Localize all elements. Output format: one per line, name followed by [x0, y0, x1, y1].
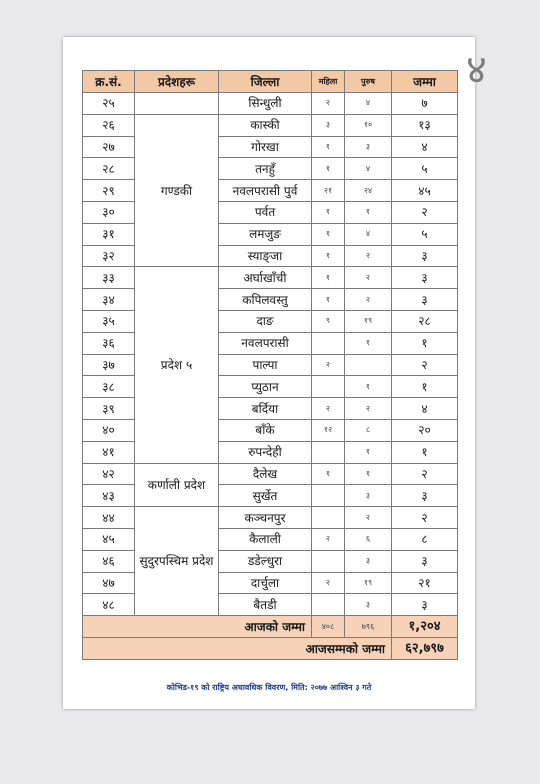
row-district: नवलपरासी पुर्व — [219, 180, 312, 202]
row-female: १ — [312, 289, 345, 311]
row-total: ४ — [392, 398, 458, 420]
row-sn: ४६ — [83, 550, 135, 572]
row-male — [345, 354, 392, 376]
row-female — [312, 507, 345, 529]
row-female — [312, 376, 345, 398]
row-male: १ — [345, 332, 392, 354]
row-district: कास्की — [219, 114, 312, 136]
row-sn: ३७ — [83, 354, 135, 376]
row-total: १ — [392, 376, 458, 398]
row-female — [312, 441, 345, 463]
row-total: ३ — [392, 550, 458, 572]
row-total: २० — [392, 419, 458, 441]
row-sn: ३८ — [83, 376, 135, 398]
row-female: ३ — [312, 114, 345, 136]
row-district: तनहुँ — [219, 158, 312, 180]
row-total: ८ — [392, 528, 458, 550]
row-sn: ३५ — [83, 310, 135, 332]
row-total: १ — [392, 332, 458, 354]
row-district: बैतडी — [219, 594, 312, 616]
row-total: ४ — [392, 136, 458, 158]
row-district: डडेल्धुरा — [219, 550, 312, 572]
row-male: २ — [345, 267, 392, 289]
row-district: लमजुङ — [219, 223, 312, 245]
row-sn: ४१ — [83, 441, 135, 463]
row-district: अर्घाखाँची — [219, 267, 312, 289]
cumulative-total-value: ६२,७९७ — [392, 638, 458, 660]
row-total: ३ — [392, 594, 458, 616]
row-district: कैलाली — [219, 528, 312, 550]
row-district: गोरखा — [219, 136, 312, 158]
row-female: ९ — [312, 310, 345, 332]
row-total: ४५ — [392, 180, 458, 202]
province-cell: सुदुरपस्चिम प्रदेश — [135, 507, 219, 616]
footer-caption: कोभिड-१९ को राष्ट्रिय अधावधिक विवरण, मिति: २०७७ आश्विन ३ गते — [166, 683, 372, 692]
row-male: २४ — [345, 180, 392, 202]
page-number: ४ — [466, 47, 487, 93]
row-male: ३ — [345, 550, 392, 572]
row-sn: २७ — [83, 136, 135, 158]
row-female: २१ — [312, 180, 345, 202]
row-female: २ — [312, 354, 345, 376]
row-male: ३ — [345, 136, 392, 158]
row-sn: २६ — [83, 114, 135, 136]
row-sn: ३६ — [83, 332, 135, 354]
row-sn: २५ — [83, 93, 135, 115]
row-total: ५ — [392, 158, 458, 180]
row-district: रुपन्देही — [219, 441, 312, 463]
today-total-row — [83, 616, 458, 638]
row-male: ३ — [345, 485, 392, 507]
row-male: २ — [345, 398, 392, 420]
row-total: २८ — [392, 310, 458, 332]
row-sn: ४८ — [83, 594, 135, 616]
row-total: ३ — [392, 245, 458, 267]
row-sn: ३३ — [83, 267, 135, 289]
row-sn: ३१ — [83, 223, 135, 245]
row-sn: ३९ — [83, 398, 135, 420]
today-total-label: आजको जम्मा — [83, 616, 312, 638]
row-total: १ — [392, 441, 458, 463]
row-total: २ — [392, 463, 458, 485]
row-sn: ४० — [83, 419, 135, 441]
row-district: दाङ — [219, 310, 312, 332]
row-female: २ — [312, 93, 345, 115]
row-total: २१ — [392, 572, 458, 594]
today-total-female: ४०८ — [312, 616, 345, 638]
row-female: १ — [312, 201, 345, 223]
row-total: ५ — [392, 223, 458, 245]
row-total: १३ — [392, 114, 458, 136]
row-female: २ — [312, 398, 345, 420]
row-female: २ — [312, 528, 345, 550]
row-female: १ — [312, 158, 345, 180]
table-row — [83, 114, 458, 136]
row-district: प्युठान — [219, 376, 312, 398]
row-male: १९ — [345, 572, 392, 594]
row-male: ३ — [345, 594, 392, 616]
row-female: १ — [312, 136, 345, 158]
header-female: महिला — [312, 71, 345, 93]
table-row — [83, 507, 458, 529]
row-male: २ — [345, 507, 392, 529]
row-sn: ३० — [83, 201, 135, 223]
row-male: ४ — [345, 158, 392, 180]
row-male: १० — [345, 114, 392, 136]
province-cell — [135, 93, 219, 115]
row-male: १९ — [345, 310, 392, 332]
header-sn: क्र.सं. — [83, 71, 135, 93]
row-female — [312, 550, 345, 572]
row-female: १ — [312, 267, 345, 289]
row-female: १२ — [312, 419, 345, 441]
row-sn: ४७ — [83, 572, 135, 594]
row-female: २ — [312, 572, 345, 594]
row-male: १ — [345, 201, 392, 223]
today-total-male: ७९६ — [345, 616, 392, 638]
row-female: १ — [312, 223, 345, 245]
row-male: १ — [345, 441, 392, 463]
row-female — [312, 485, 345, 507]
row-male: १ — [345, 376, 392, 398]
row-sn: २८ — [83, 158, 135, 180]
table-row — [83, 463, 458, 485]
row-male: ६ — [345, 528, 392, 550]
row-district: पाल्पा — [219, 354, 312, 376]
row-district: सुर्खेत — [219, 485, 312, 507]
row-female — [312, 332, 345, 354]
header-male: पुरुष — [345, 71, 392, 93]
header-district: जिल्ला — [219, 71, 312, 93]
row-district: कपिलवस्तु — [219, 289, 312, 311]
row-total: ३ — [392, 485, 458, 507]
province-cell: कर्णाली प्रदेश — [135, 463, 219, 507]
cumulative-total-row — [83, 638, 458, 660]
row-total: २ — [392, 354, 458, 376]
row-male: २ — [345, 289, 392, 311]
row-female: १ — [312, 463, 345, 485]
header-province: प्रदेशहरू — [135, 71, 219, 93]
row-sn: ३४ — [83, 289, 135, 311]
cumulative-total-label: आजसम्मको जम्मा — [83, 638, 392, 660]
row-sn: ४३ — [83, 485, 135, 507]
row-male: २ — [345, 245, 392, 267]
row-total: २ — [392, 507, 458, 529]
row-district: दार्चुला — [219, 572, 312, 594]
row-male: ४ — [345, 93, 392, 115]
header-total: जम्मा — [392, 71, 458, 93]
row-district: बाँके — [219, 419, 312, 441]
row-male: १ — [345, 463, 392, 485]
row-female — [312, 594, 345, 616]
table-header-row — [83, 71, 458, 93]
row-sn: ३२ — [83, 245, 135, 267]
row-female: १ — [312, 245, 345, 267]
row-total: ३ — [392, 267, 458, 289]
row-total: ७ — [392, 93, 458, 115]
row-sn: ४२ — [83, 463, 135, 485]
row-sn: २९ — [83, 180, 135, 202]
row-district: कञ्चनपुर — [219, 507, 312, 529]
row-male: ८ — [345, 419, 392, 441]
table-row — [83, 267, 458, 289]
row-sn: ४५ — [83, 528, 135, 550]
row-sn: ४४ — [83, 507, 135, 529]
row-district: नवलपरासी — [219, 332, 312, 354]
province-cell: प्रदेश ५ — [135, 267, 219, 463]
row-district: सिन्धुली — [219, 93, 312, 115]
row-district: दैलेख — [219, 463, 312, 485]
row-district: बर्दिया — [219, 398, 312, 420]
row-total: ३ — [392, 289, 458, 311]
table-row — [83, 93, 458, 115]
province-cell: गण्डकी — [135, 114, 219, 267]
row-total: २ — [392, 201, 458, 223]
row-male: ४ — [345, 223, 392, 245]
district-case-table — [82, 70, 458, 660]
today-total-value: १,२०४ — [392, 616, 458, 638]
row-district: स्याङ्जा — [219, 245, 312, 267]
row-district: पर्वत — [219, 201, 312, 223]
